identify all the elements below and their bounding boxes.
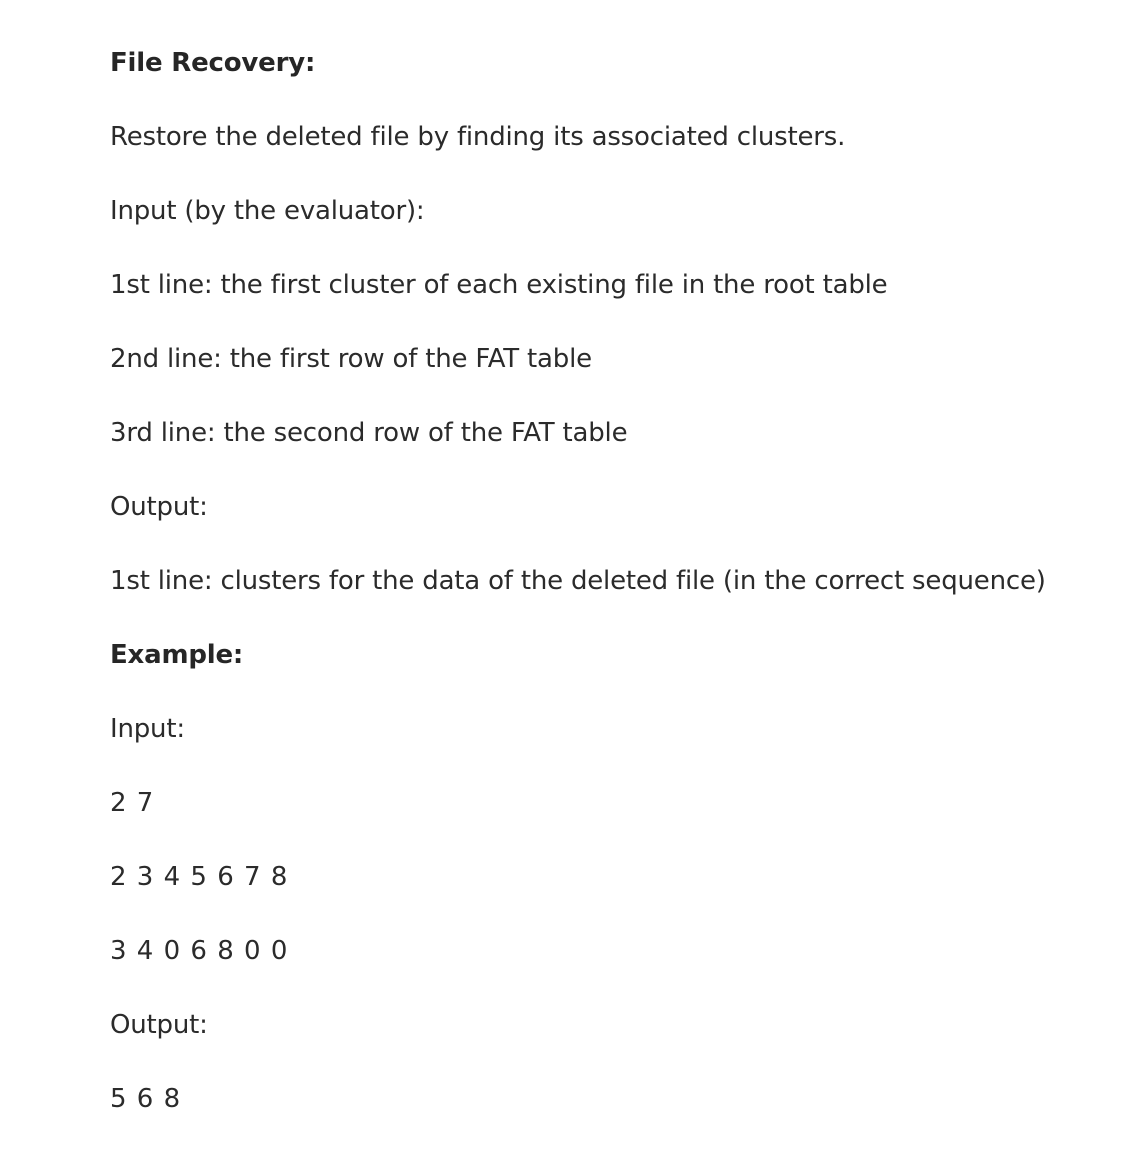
example-output-label: Output: xyxy=(110,1010,208,1040)
section-heading-example: Example: xyxy=(110,640,244,670)
task-description: Restore the deleted file by finding its associated clusters. xyxy=(110,122,846,152)
example-input-label: Input: xyxy=(110,714,185,744)
input-spec-line-3: 3rd line: the second row of the FAT table xyxy=(110,418,628,448)
input-spec-line-1: 1st line: the first cluster of each existing file in the root table xyxy=(110,270,888,300)
example-input-line-2: 2 3 4 5 6 7 8 xyxy=(110,862,289,892)
example-input-line-1: 2 7 xyxy=(110,788,155,818)
example-input-line-3: 3 4 0 6 8 0 0 xyxy=(110,936,289,966)
output-spec-label: Output: xyxy=(110,492,208,522)
output-spec-line-1: 1st line: clusters for the data of the deleted file (in the correct sequence) xyxy=(110,566,1046,596)
input-spec-label: Input (by the evaluator): xyxy=(110,196,425,226)
input-spec-line-2: 2nd line: the first row of the FAT table xyxy=(110,344,592,374)
example-output-line-1: 5 6 8 xyxy=(110,1084,182,1114)
section-heading-file-recovery: File Recovery: xyxy=(110,48,316,78)
